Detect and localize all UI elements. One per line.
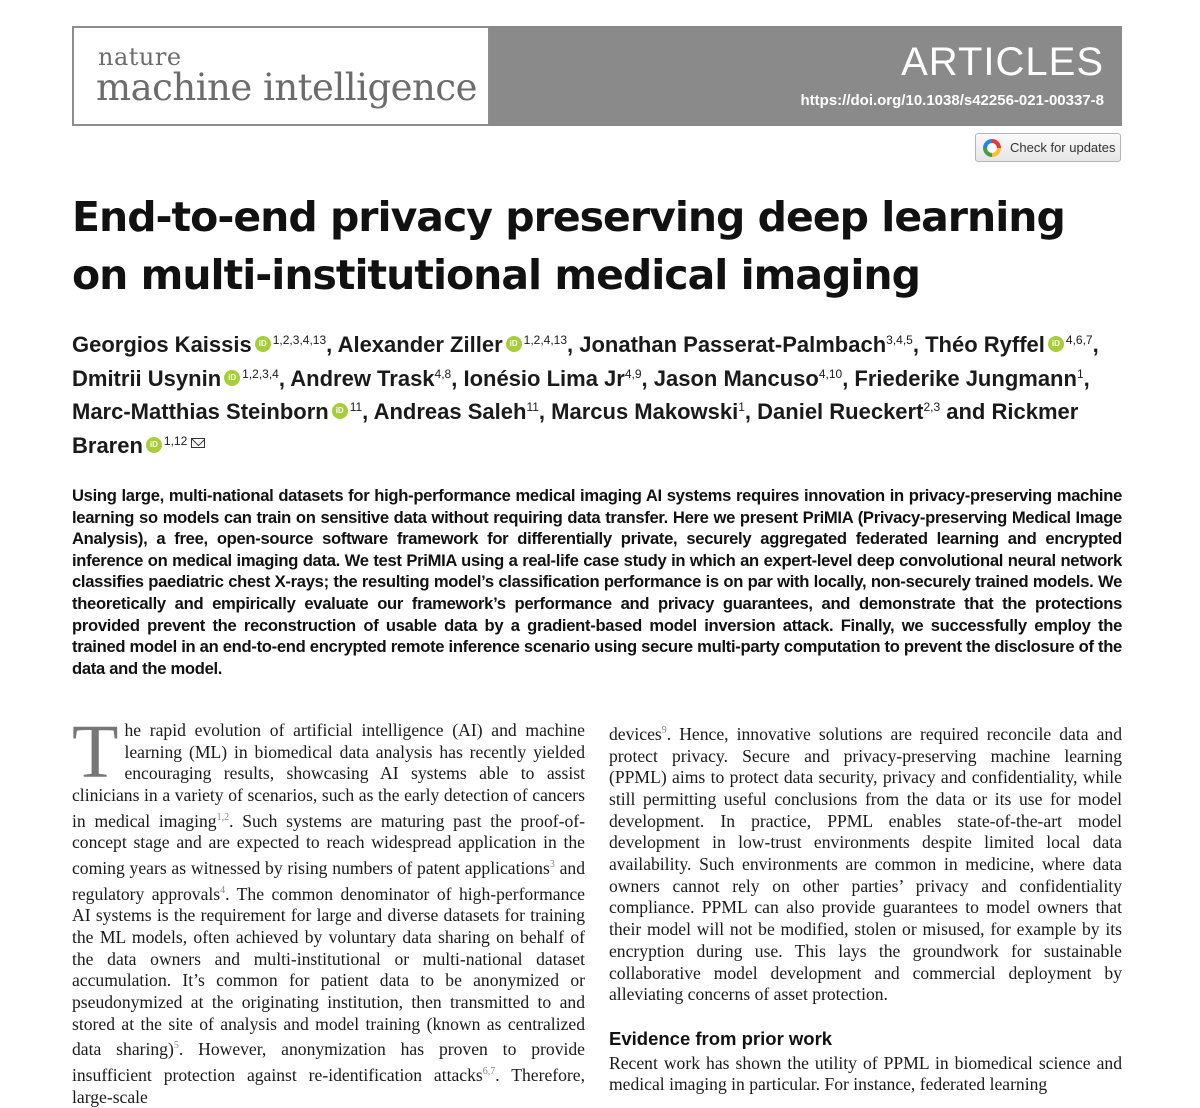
author-name[interactable]: Dmitrii Usynin [72,365,222,391]
crossmark-icon [983,139,1001,157]
author-name[interactable]: Alexander Ziller [337,332,503,357]
abstract: Using large, multi-national datasets for high-performance medical imaging AI systems requires innovation in privacy-preserving machine learning so models can train on sensitive data without requiring data transfer. Here we present PriMIA (Privacy-preserving Medical Image Analysis), a free, open-source software framework for differentially private, securely aggregated federated learning and encrypted inference on medical imaging data. We test PriMIA using a real-life case study in which an expert-level deep convolutional neural network classifies paediatric chest X-rays; the resulting model’s classification performance is on par with locally, non-securely trained models. We theoretically and empirically evaluate our framework’s performance and privacy guarantees, and demonstrate that the protections provided prevent the reconstruction of usable data by a gradient-based model inversion attack. Finally, we successfully employ the trained model in an end-to-end encrypted remote inference scenario using secure multi-party computation to prevent the disclosure of the data and the model. [72,486,1122,678]
affiliation-number: 1,2,3,4 [242,366,279,381]
affiliation-number: 2,3 [923,400,941,414]
author-name[interactable]: Andrew Trask [290,365,435,391]
affiliation-number: 1 [1076,366,1084,381]
journal-logo[interactable] [72,26,490,126]
author-name[interactable]: Rickmer Braren [72,399,1079,458]
check-for-updates-label: Check for updates [1010,140,1116,155]
reference-link[interactable]: 3 [549,859,555,871]
affiliation-number: 3,4,5 [886,333,913,347]
doi-link[interactable]: https://doi.org/10.1038/s42256-021-00337-8 [800,92,1104,109]
affiliation-number: 1,2,4,13 [523,333,568,347]
author-name[interactable]: Marcus Makowski [551,399,739,424]
affiliation-number: 1,2,3,4,13 [272,333,327,347]
affiliation-number: 11 [526,400,539,414]
reference-link[interactable]: 4 [220,884,226,896]
article-type-label: ARTICLES [901,40,1104,84]
body-text: and regulatory approvals [72,857,585,904]
orcid-icon[interactable]: iD [255,336,271,352]
author-list: Georgios Kaissis iD $^{1,2,3,4,13}$, Alexander Ziller iD $^{1,2,4,13}$, Jonathan Passerat-Palmbach$^{3,4,5}$, Théo Ryffel iD $^{4,6,7}$, Dmitrii Usynin iD $^{1,2,3,4}$, Andrew Trask$^{4,8}$, Ionésio Lima Jr$^{4,9}$, Jason Mancuso$^{4,10}$, Friederike Jungmann$^1$, Marc-Matthias Steinborn iD $^{11}$, Andreas Saleh$^{11}$, Marcus Makowski$^1$, Daniel Rueckert$^{2,3}$ and Rickmer Braren iD $^{1,12}$ [72,332,1099,458]
author-name[interactable]: Andreas Saleh [373,399,527,424]
body-text: . Therefore, large-scale [72,1064,585,1107]
author-name[interactable]: Daniel Rueckert [757,399,924,424]
reference-link[interactable]: 6,7 [482,1065,496,1077]
author-name[interactable]: Jonathan Passerat-Palmbach [579,332,887,357]
orcid-icon[interactable]: iD [506,336,522,352]
author-name[interactable]: Friederike Jungmann [854,365,1077,391]
body-text: devices [609,723,662,744]
body-text: . However, anonymization has proven to provide insufficient protection against re-identification attacks [72,1039,585,1085]
journal-name-small: nature [98,43,182,71]
section-heading: Evidence from prior work [609,1028,833,1049]
orcid-icon[interactable]: iD [1048,336,1064,352]
intro-paragraph [72,710,585,1108]
masthead [72,26,1122,126]
body-column-left [72,710,585,1108]
author-name[interactable]: Ionésio Lima Jr [463,365,625,391]
body-paragraph [609,720,1122,1006]
affiliation-number: 1 [738,400,745,414]
orcid-icon[interactable]: iD [224,370,240,386]
author-name[interactable]: Jason Mancuso [653,365,819,391]
article-type-banner [490,26,1122,126]
section-paragraph: Recent work has shown the utility of PPML in biomedical science and medical imaging in particular. For instance, federated learning [609,1052,1122,1095]
affiliation-number: 1,12 [163,433,188,448]
body-text: . Hence, innovative solutions are required reconcile data and protect privacy. Secure and privacy-preserving machine learning (PPML) aims to protect data security, privacy and confidentiality, while still permitting useful conclusions from the data or its use for model development. In practice, PPML enables state-of-the-art model development in low-trust environments despite limited local data availability. Such environments are common in medicine, where data owners cannot rely on other parties’ privacy and confidentiality compliance. PPML can also provide guarantees to model owners that their model will not be modified, stolen or misused, for example by its encryption during use. This lays the groundwork for sustainable collaborative model development and commercial deployment by alleviating concerns of asset protection. [609,723,1122,1005]
drop-cap: T [72,710,119,794]
body-text: . Such systems are maturing past the proof-of-concept stage and are expected to reach widespread application in the coming years as witnessed by rising numbers of patent applications [72,810,585,878]
affiliation-number: 11 [349,400,363,414]
journal-name-large: machine intelligence [96,66,477,109]
check-for-updates-button[interactable] [975,133,1121,162]
affiliation-number: 4,6,7 [1065,333,1093,347]
affiliation-number: 4,10 [818,366,843,381]
body-text: . The common denominator of high-performance AI systems is the requirement for large and diverse datasets for training the ML models, often achieved by voluntary data sharing on behalf of the data owners and multi-institutional or multi-national dataset accumulation. It’s common for patient data to be anonymized or pseudonymized at the originating institution, then transmitted to and stored at the site of analysis and model training (known as centralized data sharing) [72,883,585,1060]
affiliation-number: 4,9 [624,366,642,381]
author-name[interactable]: Marc-Matthias Steinborn [72,399,329,424]
reference-link[interactable]: 9 [661,725,667,736]
author-name[interactable]: Théo Ryffel [925,332,1045,357]
body-column-right [609,720,1122,1096]
article-title: End-to-end privacy preserving deep learning on multi-institutional medical imaging [72,193,1065,299]
author-name[interactable]: Georgios Kaissis [72,332,252,357]
affiliation-number: 4,8 [434,366,452,381]
orcid-icon[interactable]: iD [146,437,162,453]
body-text: he rapid evolution of artificial intelligence (AI) and machine learning (ML) in biomedical data analysis has recently yielded encouraging results, showcasing AI systems able to assist clinicians in a variety of scenarios, such as the early detection of cancers in medical imaging [72,720,585,831]
reference-link[interactable]: 1,2 [216,811,230,823]
email-icon[interactable] [191,438,205,448]
orcid-icon[interactable]: iD [332,403,348,419]
reference-link[interactable]: 5 [173,1040,179,1052]
